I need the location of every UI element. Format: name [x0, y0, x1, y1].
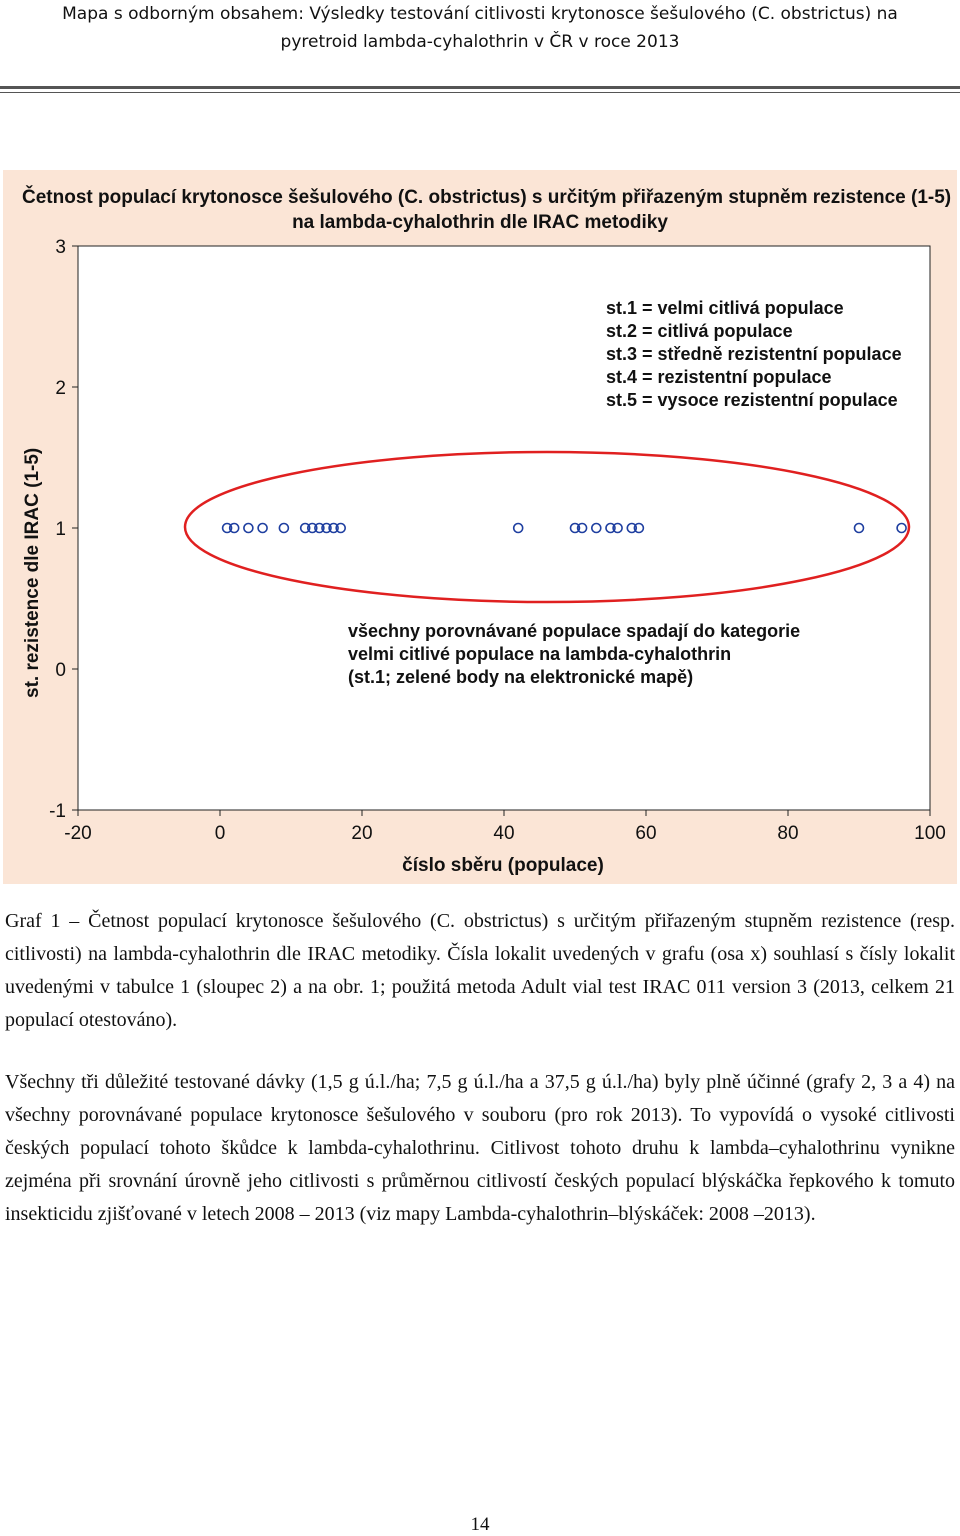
x-tick-label: -20 — [64, 823, 92, 844]
x-tick-label: 100 — [914, 823, 946, 844]
x-tick-label: 40 — [493, 823, 515, 844]
legend-entry: st.4 = rezistentní populace — [606, 367, 832, 387]
y-tick-label: -1 — [49, 801, 66, 822]
chart-title-line-2: na lambda-cyhalothrin dle IRAC metodiky — [292, 212, 668, 233]
y-tick-label: 3 — [55, 237, 66, 258]
x-tick-label: 0 — [214, 823, 226, 844]
x-tick-label: 20 — [351, 823, 373, 844]
annotation-line: velmi citlivé populace na lambda-cyhalothrin — [348, 644, 732, 664]
legend-entry: st.2 = citlivá populace — [606, 321, 793, 341]
page-number: 14 — [470, 1514, 490, 1535]
y-tick-label: 1 — [55, 519, 66, 540]
x-axis-label: číslo sběru (populace) — [402, 855, 604, 876]
body-paragraph: Všechny tři důležité testované dávky (1,5 g ú.l./ha; 7,5 g ú.l./ha a 37,5 g ú.l./ha) byly plně účinné (grafy 2, 3 a 4) na všechny porovnávané populace krytonosce šešulového v souboru (pro rok 2013). To vypovídá o vysoké citlivosti českých populací tohoto škůdce k lambda-cyhalothrinu. Citlivost tohoto druhu k lambda–cyhalothrinu vynikne zejména při srovnání úrovně jeho citlivosti s průměrnou citlivostí českých populací blýskáčka řepkového k tomuto insekticidu zjišťované v letech 2008 – 2013 (viz mapy Lambda-cyhalothrin–blýskáček: 2008 –2013). — [5, 1071, 955, 1225]
page-header — [0, 0, 960, 56]
x-tick-label: 80 — [777, 823, 799, 844]
legend-entry: st.3 = středně rezistentní populace — [606, 344, 902, 364]
chart-title-line-1: Četnost populací krytonosce šešulového (C. obstrictus) s určitým přiřazeným stupněm rezistence (1-5) — [22, 187, 952, 208]
y-tick-label: 2 — [55, 378, 66, 399]
annotation-line: všechny porovnávané populace spadají do kategorie — [348, 621, 801, 641]
header-line-2: pyretroid lambda-cyhalothrin v ČR v roce 2013 — [280, 32, 680, 52]
y-tick-label: 0 — [55, 660, 66, 681]
header-rule-thin — [0, 92, 960, 93]
legend-entry: st.1 = velmi citlivá populace — [606, 298, 844, 318]
figure-caption: Graf 1 – Četnost populací krytonosce šešulového (C. obstrictus) s určitým přiřazeným stupněm rezistence (resp. citlivosti) na lambda-cyhalothrin dle IRAC metodiky. Čísla lokalit uvedených v grafu (osa x) souhlasí s čísly lokalit uvedenými v tabulce 1 (sloupec 2) a na obr. 1; použitá metoda Adult vial test IRAC 011 version 3 (2013, celkem 21 populací otestováno). — [5, 910, 955, 1031]
header-rule — [0, 86, 960, 89]
legend-entry: st.5 = vysoce rezistentní populace — [606, 390, 898, 410]
annotation-line: (st.1; zelené body na elektronické mapě) — [348, 667, 694, 687]
header-line-1: Mapa s odborným obsahem: Výsledky testování citlivosti krytonosce šešulového (C. obstrictus) na — [62, 4, 898, 24]
x-tick-label: 60 — [635, 823, 657, 844]
plot-area — [78, 246, 930, 810]
y-axis-label: st. rezistence dle IRAC (1-5) — [22, 447, 43, 698]
scatter-chart — [0, 168, 960, 888]
